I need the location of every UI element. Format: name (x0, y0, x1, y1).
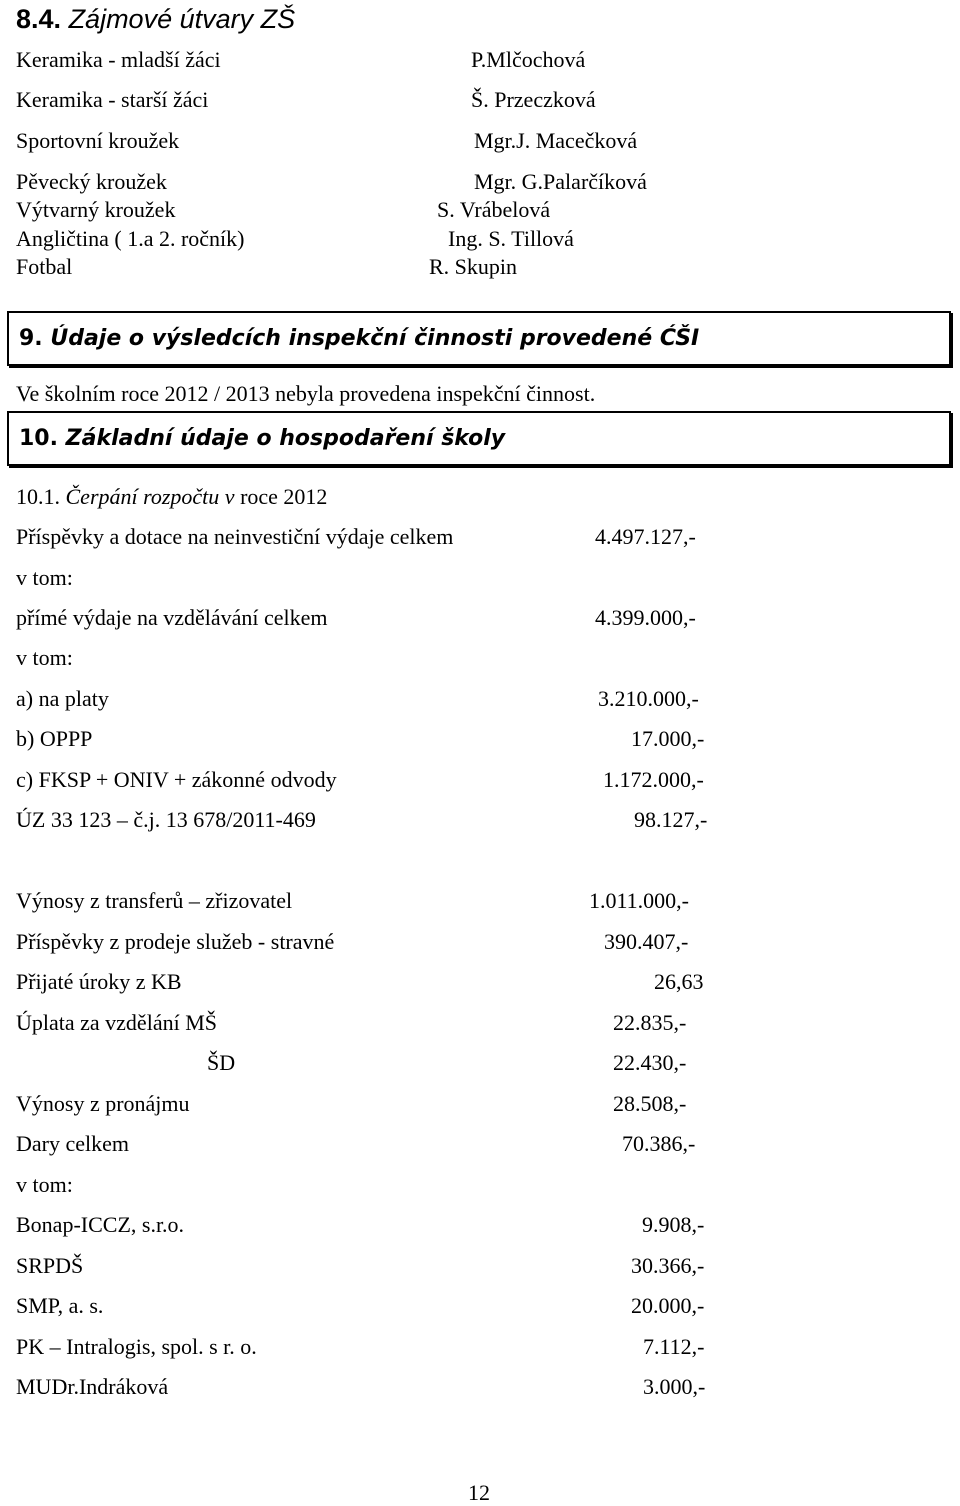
leader-2: Š. Przeczková (471, 87, 596, 112)
section-101-number: 10.1. (16, 484, 60, 509)
section-84-title: Zájmové útvary ZŠ (68, 4, 296, 34)
leader-6: Ing. S. Tillová (448, 226, 574, 251)
section-9-title: Údaje o výsledcích inspekční činnosti provedené ĆŠI (50, 326, 700, 351)
budget-value-0: 4.497.127,- (595, 524, 696, 549)
income-label-10: SMP, a. s. (16, 1293, 104, 1318)
leader-1: P.Mlčochová (471, 47, 586, 72)
income-label-4: ŠD (207, 1050, 236, 1075)
income-label-6: Dary celkem (16, 1131, 129, 1156)
section-101-title-rest: roce 2012 (240, 484, 328, 509)
section-9-heading (19, 326, 699, 351)
income-label-1: Příspěvky z prodeje služeb - stravné (16, 929, 335, 954)
section-101-title-italic: Čerpání rozpočtu v (65, 484, 235, 509)
activity-4: Pěvecký kroužek (16, 169, 167, 194)
budget-value-5: 17.000,- (631, 726, 705, 751)
section-10-box (7, 411, 951, 466)
leader-3: Mgr.J. Macečková (474, 128, 638, 153)
budget-value-4: 3.210.000,- (598, 686, 699, 711)
budget-value-6: 1.172.000,- (603, 767, 704, 792)
income-label-0: Výnosy z transferů – zřizovatel (16, 888, 293, 913)
income-value-6: 70.386,- (622, 1131, 696, 1156)
income-value-3: 22.835,- (613, 1010, 687, 1035)
budget-value-2: 4.399.000,- (595, 605, 696, 630)
leader-4: Mgr. G.Palarčíková (474, 169, 647, 194)
budget-label-5: b) OPPP (16, 726, 93, 751)
income-label-11: PK – Intralogis, spol. s r. o. (16, 1334, 257, 1359)
income-value-1: 390.407,- (604, 929, 689, 954)
activity-2: Keramika - starší žáci (16, 87, 209, 112)
budget-label-1: v tom: (16, 565, 73, 590)
section-9-text: Ve školním roce 2012 / 2013 nebyla provedena inspekční činnost. (16, 381, 596, 406)
section-10-heading (19, 426, 505, 451)
income-label-12: MUDr.Indráková (16, 1374, 169, 1399)
income-value-5: 28.508,- (613, 1091, 687, 1116)
income-label-2: Přijaté úroky z KB (16, 969, 182, 994)
section-101-heading (16, 484, 327, 510)
income-value-11: 7.112,- (643, 1334, 705, 1359)
budget-label-3: v tom: (16, 645, 73, 670)
budget-label-7: ÚZ 33 123 – č.j. 13 678/2011-469 (16, 807, 316, 832)
income-value-8: 9.908,- (642, 1212, 705, 1237)
activity-5: Výtvarný kroužek (16, 197, 176, 222)
income-label-8: Bonap-ICCZ, s.r.o. (16, 1212, 185, 1237)
income-value-2: 26,63 (654, 969, 704, 994)
income-value-12: 3.000,- (643, 1374, 706, 1399)
activity-6: Angličtina ( 1.a 2. ročník) (16, 226, 245, 251)
activity-3: Sportovní kroužek (16, 128, 180, 153)
income-value-10: 20.000,- (631, 1293, 705, 1318)
budget-label-4: a) na platy (16, 686, 109, 711)
income-value-4: 22.430,- (613, 1050, 687, 1075)
budget-value-7: 98.127,- (634, 807, 708, 832)
leader-5: S. Vrábelová (437, 197, 551, 222)
section-10-title: Základní údaje o hospodaření školy (65, 426, 506, 451)
budget-label-0: Příspěvky a dotace na neinvestiční výdaje celkem (16, 524, 454, 549)
activity-7: Fotbal (16, 254, 73, 279)
budget-label-2: přímé výdaje na vzdělávání celkem (16, 605, 328, 630)
income-value-9: 30.366,- (631, 1253, 705, 1278)
section-10-number: 10. (19, 426, 58, 451)
leader-7: R. Skupin (429, 254, 518, 279)
income-label-5: Výnosy z pronájmu (16, 1091, 190, 1116)
income-label-7: v tom: (16, 1172, 73, 1197)
section-9-box (7, 311, 951, 366)
income-label-3: Úplata za vzdělání MŠ (16, 1010, 217, 1035)
activity-1: Keramika - mladší žáci (16, 47, 221, 72)
income-label-9: SRPDŠ (16, 1253, 84, 1278)
section-84-number: 8.4. (16, 4, 62, 34)
income-value-0: 1.011.000,- (589, 888, 690, 913)
budget-label-6: c) FKSP + ONIV + zákonné odvody (16, 767, 337, 792)
section-9-number: 9. (19, 326, 43, 351)
section-84-heading (16, 4, 295, 34)
page-number: 12 (468, 1480, 490, 1505)
